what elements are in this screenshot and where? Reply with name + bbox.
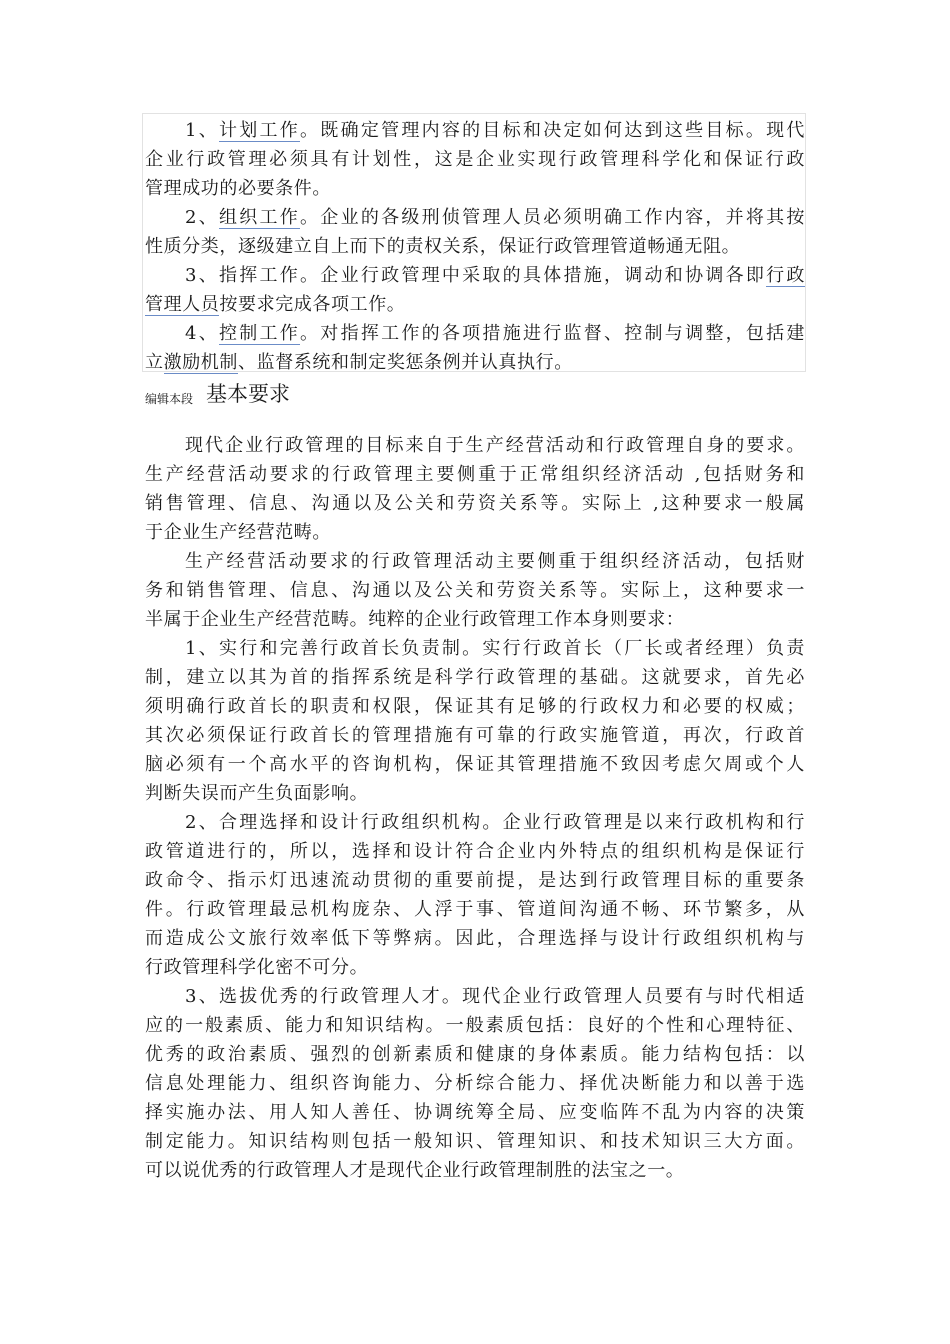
paragraph-text: 。对指挥工作的各项措施进行监督、控制与调整，包括建 [300,323,805,344]
paragraph-plan-line-1 [145,116,805,145]
paragraph-text: 3、指挥工作。企业行政管理中采取的具体措施，调动和协调各即 [185,265,767,286]
paragraph-text: 。企业的各级刑侦管理人员必须明确工作内容，并将其按 [300,207,805,228]
body-line: 销售管理、信息、沟通以及公关和劳资关系等。实际上 ,这种要求一般属 [145,493,805,514]
body-line: 其次必须保证行政首长的管理措施有可靠的行政实施管道，再次，行政首 [145,725,805,746]
body-line: 现代企业行政管理的目标来自于生产经营活动和行政管理自身的要求。 [185,435,805,456]
body-line: 1、实行和完善行政首长负责制。实行行政首长（厂长或者经理）负责 [185,638,805,659]
body-line: 须明确行政首长的职责和权限，保证其有足够的行政权力和必要的权威； [145,696,805,717]
body-line: 应的一般素质、能力和知识结构。一般素质包括：良好的个性和心理特征、 [145,1015,805,1036]
body-line: 3、选拔优秀的行政管理人才。现代企业行政管理人员要有与时代相适 [185,986,805,1007]
body-line: 半属于企业生产经营范畴。纯粹的企业行政管理工作本身则要求： [145,609,685,630]
link-organize-work[interactable]: 组织工作 [218,207,301,228]
section-heading: 基本要求 [206,382,290,406]
paragraph-organize-line-1 [145,203,805,232]
paragraph-text: 。既确定管理内容的目标和决定如何达到这些目标。现代 [300,120,805,141]
paragraph-control-line-1 [145,319,805,348]
link-admin-staff[interactable]: 管理人员 [145,294,220,315]
body-line: 于企业生产经营范畴。 [145,522,331,543]
paragraph-text: 、监督系统和制定奖惩条例并认真执行。 [238,352,573,373]
paragraph-command-line-1 [145,261,805,290]
paragraph-plan-line-2: 企业行政管理必须具有计划性，这是企业实现行政管理科学化和保证行政 [145,149,805,170]
paragraph-number: 2、 [185,207,219,228]
body-line: 政命令、指示灯迅速流动贯彻的重要前提，是达到行政管理目标的重要条 [145,870,805,891]
paragraph-number: 4、 [185,323,219,344]
body-line: 生产经营活动要求的行政管理活动主要侧重于组织经济活动，包括财 [185,551,805,572]
body-line: 可以说优秀的行政管理人才是现代企业行政管理制胜的法宝之一。 [145,1160,685,1181]
link-incentive-mechanism[interactable]: 激励机制 [163,352,239,373]
body-line: 信息处理能力、组织咨询能力、分析综合能力、择优决断能力和以善于选 [145,1073,805,1094]
paragraph-control-line-2 [145,348,805,377]
body-line: 务和销售管理、信息、沟通以及公关和劳资关系等。实际上，这种要求一 [145,580,805,601]
paragraph-text: 立 [145,352,164,373]
paragraph-text: 按要求完成各项工作。 [219,294,406,315]
body-line: 制定能力。知识结构则包括一般知识、管理知识、和技术知识三大方面。 [145,1131,805,1152]
paragraph-plan-line-3: 管理成功的必要条件。 [145,178,331,199]
body-line: 脑必须有一个高水平的咨询机构，保证其管理措施不致因考虑欠周或个人 [145,754,805,775]
body-line: 生产经营活动要求的行政管理主要侧重于正常组织经济活动 ,包括财务和 [145,464,805,485]
body-line: 行政管理科学化密不可分。 [145,957,369,978]
paragraph-command-line-2 [145,290,805,319]
link-admin[interactable]: 行政 [766,265,805,286]
body-line: 优秀的政治素质、强烈的创新素质和健康的身体素质。能力结构包括：以 [145,1044,805,1065]
body-line: 制，建立以其为首的指挥系统是科学行政管理的基础。这就要求，首先必 [145,667,805,688]
body-line: 而造成公文旅行效率低下等弊病。因此，合理选择与设计行政组织机构与 [145,928,805,949]
body-line: 择实施办法、用人知人善任、协调统筹全局、应变临阵不乱为内容的决策 [145,1102,805,1123]
body-line: 件。行政管理最忌机构庞杂、人浮于事、管道间沟通不畅、环节繁多，从 [145,899,805,920]
paragraph-organize-line-2: 性质分类，逐级建立自上而下的责权关系，保证行政管理管道畅通无阻。 [145,236,741,257]
link-plan-work[interactable]: 计划工作 [218,120,301,141]
body-line: 判断失误而产生负面影响。 [145,783,369,804]
paragraph-number: 1、 [185,120,219,141]
body-line: 2、合理选择和设计行政组织机构。企业行政管理是以来行政机构和行 [185,812,805,833]
edit-section-link[interactable]: 编辑本段 [145,392,194,406]
link-control-work[interactable]: 控制工作 [218,323,301,344]
body-line: 政管道进行的，所以，选择和设计符合企业内外特点的组织机构是保证行 [145,841,805,862]
